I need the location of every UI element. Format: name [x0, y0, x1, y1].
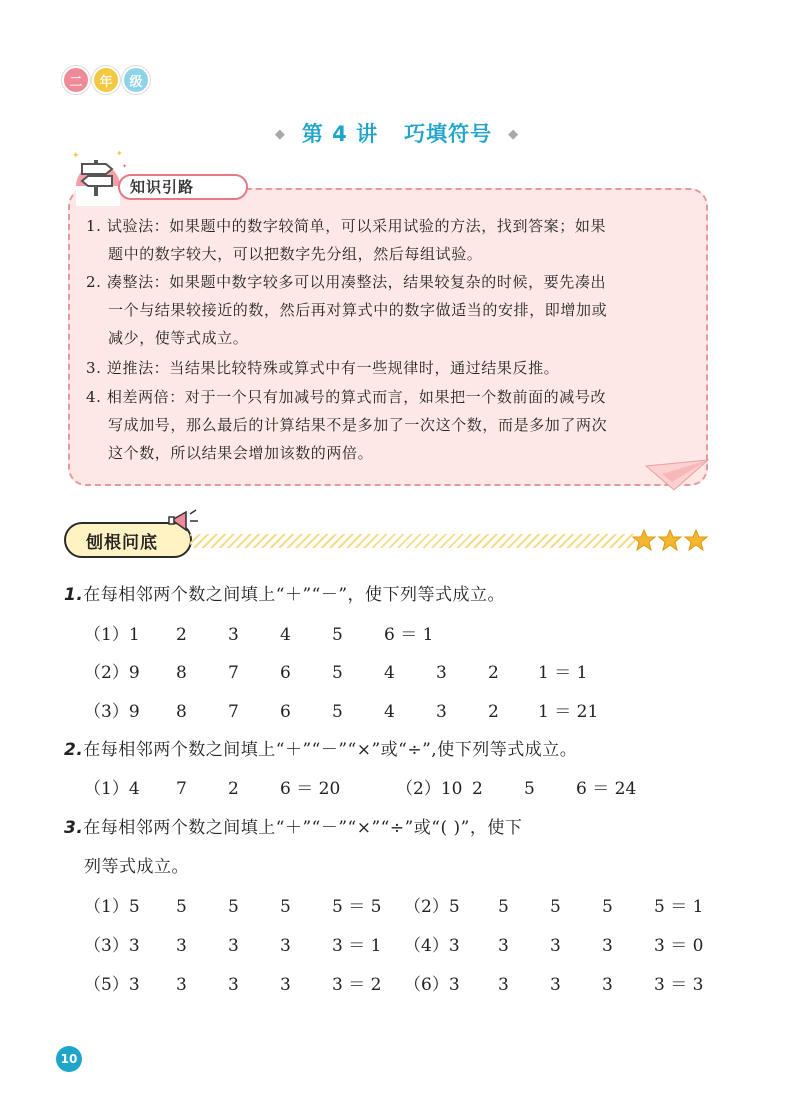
term: 3 ＝ 2: [332, 975, 382, 995]
term: 3: [550, 936, 561, 956]
diamond-icon: ◆: [274, 127, 286, 142]
question-text: 在每相邻两个数之间填上“＋”“－”“×”“÷”或“( )”，使下: [83, 818, 523, 838]
knowledge-line: 减少，使等式成立。: [108, 329, 249, 347]
grade-char: 二: [62, 66, 90, 94]
term: 5: [176, 897, 187, 917]
difficulty-stars-icon: [632, 528, 712, 554]
term: 2: [488, 663, 499, 683]
term: 7: [228, 663, 239, 683]
knowledge-header: 知识引路: [130, 178, 195, 196]
grade-char: 年: [92, 66, 120, 94]
term: 6 ＝ 24: [576, 779, 637, 799]
term: 8: [176, 702, 187, 722]
term: 6: [280, 663, 291, 683]
term: （6）3: [404, 975, 460, 995]
term: 5: [332, 625, 343, 645]
page-number: 10: [56, 1046, 82, 1072]
knowledge-line: 一个与结果较接近的数，然后再对算式中的数字做适当的安排，即增加或: [108, 301, 608, 319]
knowledge-line: 题中的数字较大，可以把数字先分组，然后每组试验。: [108, 245, 483, 263]
svg-text:✦: ✦: [122, 163, 128, 170]
decorative-stripe: [190, 534, 635, 548]
term: 3: [228, 975, 239, 995]
term: 2: [228, 779, 239, 799]
term: （2）10: [396, 779, 463, 799]
term: 5: [550, 897, 561, 917]
question-number: 2.: [64, 740, 84, 760]
term: 5 ＝ 1: [654, 897, 704, 917]
section-header: 刨根问底: [86, 533, 158, 553]
lesson-number: 第 4 讲: [301, 122, 379, 146]
term: （5）3: [84, 975, 140, 995]
knowledge-line: 写成加号，那么最后的计算结果不是多加了一次这个数，而是多加了两次: [108, 416, 608, 434]
term: 3: [176, 975, 187, 995]
term: 2: [488, 702, 499, 722]
term: 6 ＝ 1: [384, 625, 434, 645]
knowledge-line: 4. 相差两倍：对于一个只有加减号的算式而言，如果把一个数前面的减号改: [86, 388, 607, 406]
q3-row-3: [84, 970, 703, 995]
term: 4: [384, 663, 395, 683]
term: 3 ＝ 3: [654, 975, 704, 995]
term: 3 ＝ 1: [332, 936, 382, 956]
term: 7: [176, 779, 187, 799]
term: 5: [332, 663, 343, 683]
question-number: 1.: [64, 585, 84, 605]
term: 5: [524, 779, 535, 799]
knowledge-line: 1. 试验法：如果题中的数字较简单，可以采用试验的方法，找到答案；如果: [86, 217, 607, 235]
grade-char: 级: [122, 66, 150, 94]
knowledge-line: 3. 逆推法：当结果比较特殊或算式中有一些规律时，通过结果反推。: [86, 359, 560, 377]
term: 3: [498, 936, 509, 956]
term: 3: [602, 975, 613, 995]
q1-row-1: [84, 620, 433, 645]
term: 2: [176, 625, 187, 645]
term: （2）9: [84, 663, 140, 683]
term: 5 ＝ 5: [332, 897, 382, 917]
term: （1）4: [84, 779, 140, 799]
term: 8: [176, 663, 187, 683]
term: （3）9: [84, 702, 140, 722]
term: （2）5: [404, 897, 460, 917]
svg-text:✦: ✦: [116, 149, 123, 158]
term: 5: [332, 702, 343, 722]
question-3: [64, 813, 522, 838]
question-text: 在每相邻两个数之间填上“＋”“－”“×”或“÷”,使下列等式成立。: [83, 740, 578, 760]
grade-badge: [62, 66, 150, 94]
term: 6: [280, 702, 291, 722]
term: 3: [280, 936, 291, 956]
term: 5: [228, 897, 239, 917]
svg-text:✦: ✦: [72, 151, 80, 161]
term: 3: [498, 975, 509, 995]
term: 3: [280, 975, 291, 995]
lesson-name: 巧填符号: [404, 122, 493, 146]
question-3-continued: 列等式成立。: [84, 857, 189, 877]
term: 7: [228, 702, 239, 722]
question-text: 在每相邻两个数之间填上“＋”“－”，使下列等式成立。: [83, 585, 506, 605]
term: 3: [436, 663, 447, 683]
term: 4: [280, 625, 291, 645]
question-1: [64, 580, 505, 605]
term: （1）1: [84, 625, 140, 645]
q3-row-1: [84, 892, 703, 917]
q2-row-1: [84, 774, 636, 799]
term: 2: [472, 779, 483, 799]
term: （3）3: [84, 936, 140, 956]
term: 3 ＝ 0: [654, 936, 704, 956]
term: 5: [498, 897, 509, 917]
megaphone-icon: [168, 506, 200, 534]
term: （1）5: [84, 897, 140, 917]
term: 5: [280, 897, 291, 917]
lesson-title: [0, 118, 794, 148]
knowledge-line: 2. 凑整法：如果题中数字较多可以用凑整法，结果较复杂的时候，要先凑出: [86, 273, 607, 291]
term: （4）3: [404, 936, 460, 956]
term: 6 ＝ 20: [280, 779, 341, 799]
q3-row-2: [84, 931, 703, 956]
term: 1 ＝ 1: [538, 663, 588, 683]
term: 3: [228, 936, 239, 956]
q1-row-3: [84, 697, 598, 722]
diamond-icon: ◆: [508, 127, 520, 142]
term: 3: [176, 936, 187, 956]
q1-row-2: [84, 658, 587, 683]
term: 3: [436, 702, 447, 722]
term: 5: [602, 897, 613, 917]
knowledge-line: 这个数，所以结果会增加该数的两倍。: [108, 444, 374, 462]
term: 3: [602, 936, 613, 956]
term: 3: [550, 975, 561, 995]
question-2: [64, 735, 577, 760]
term: 3: [228, 625, 239, 645]
paper-plane-icon: [644, 456, 710, 494]
term: 4: [384, 702, 395, 722]
term: 1 ＝ 21: [538, 702, 599, 722]
question-number: 3.: [64, 818, 84, 838]
